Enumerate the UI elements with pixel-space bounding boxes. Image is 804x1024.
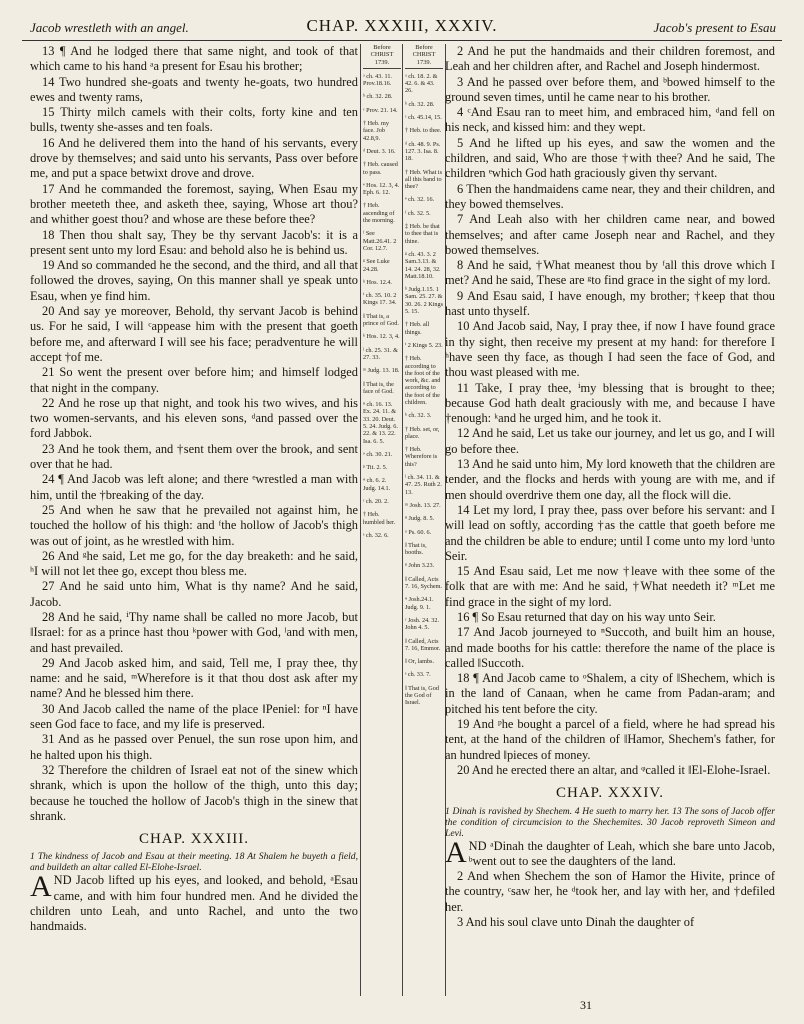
verse: 8 And he said, †What meanest thou by ᶠall this drove which I met? And he said, These are ᵍto find grace in the sight of my lord. [445,258,775,288]
verse: 26 And ᵍhe said, Let me go, for the day breaketh: and he said, ʰI will not let thee go, except thou bless me. [30,548,358,579]
header-chapter: CHAP. XXXIII, XXXIV. [306,16,498,35]
margin-reference: ˡ ch. 25. 31. & 27. 33. [363,346,398,361]
margin-col-b [405,44,443,713]
margin-reference: † Heb. Wherefore is this? [405,446,438,468]
verse: 17 And Jacob journeyed to ⁿSuccoth, and built him an house, and made booths for his cattle: therefore the name of the place is called ‖Succoth. [445,625,775,670]
verse: 15 And Esau said, Let me now †leave with thee some of the folk that are with me: And he said, †What needeth it? ᵐLet me find grace in the sight of my lord. [445,564,775,609]
margin-reference: ᵐ Judg. 13. 18. [363,367,400,375]
margin-reference: † Heb. humbled her. [363,511,396,526]
verse: 20 And he erected there an altar, and ᵠcalled it ‖El-Elohe-Israel. [457,762,771,777]
margin-reference: ʳ ch. 20. 2. [363,498,389,506]
margin-reference: ᵍ ch. 43. 3. 2 Sam.3.13. & 14. 24. 28, 32. Matt.18.10. [405,250,441,280]
margin-reference: ᶠ See Matt.26.41. 2 Cor. 12.7. [363,230,397,252]
drop-cap: A [445,835,467,869]
margin-reference: ʳ Josh. 24. 32. John 4. 5. [405,616,440,632]
margin-reference: † Heb. caused to pass. [363,161,398,176]
margin-references [360,44,446,996]
chapter-33-title: CHAP. XXXIII. [138,831,250,848]
margin-reference: ᵠ ch. 6. 2. Judg. 14.1. [363,477,391,492]
right-column [445,44,775,930]
margin-reference: ⁿ ch. 16. 13. Ex. 24. 11. & 33. 20. Deut. 5. 24. Judg. 6. 22. & 13. 22. Isa. 6. 5. [363,401,398,445]
margin-reference: ᵏ ch. 32. 3. [405,412,432,420]
chapter-33-summary: 1 The kindness of Jacob and Esau at their meeting. 18 At Shalem he buyeth a field, and buildeth an altar called El-Elohe-Israel. [30,851,358,874]
verse: 32 Therefore the children of Israel eat not of the sinew which shrank, which is upon the hollow of the thigh, unto this day; because he touched the hollow of Jacob's thigh in the sinew that shrank. [30,762,358,823]
verse: 18 ¶ And Jacob came to ᵒShalem, a city of ‖Shechem, which is in the land of Canaan, when he came from Padan-aram; and pitched his tent before the city. [445,671,775,716]
margin-reference: ᵍ See Luke 24.28. [363,258,390,273]
margin-reference: ‖ That is, the face of God. [363,380,394,395]
verse: 13 And he said unto him, My lord knoweth that the children are tender, and the flocks and herds with young are with me, and if men should overdrive them one day, all the flock will die. [445,457,775,502]
margin-reference: ᵈ Deut. 3. 16. [363,147,396,155]
verse: 29 And Jacob asked him, and said, Tell me, I pray thee, thy name: and he said, ᵐWherefore is it that thou dost ask after my name? And he blessed him there. [30,655,358,701]
verse-text: ND Jacob lifted up his eyes, and looked, and behold, ᵃEsau came, and with him four hundred men. And he divided the children unto Leah, and unto Rachel, and unto the two handmaids. [30,873,358,934]
verse: 15 Thirty milch camels with their colts, forty kine and ten bulls, twenty she-asses and ten foals. [30,105,358,135]
margin-reference: ‖ Called, Acts 7. 16, Emmor. [405,637,441,652]
verse: 22 And he rose up that night, and took his two wives, and his two women-servants, and his eleven sons, ᵈand passed over the ford Jabbok. [30,395,358,441]
margin-reference: † Heb. my face. Job 42.8,9. [363,120,389,142]
margin-reference: ᵇ ch. 32. 28. [405,100,435,108]
margin-reference: ᵏ Hos. 12. 3, 4. [363,333,400,341]
margin-reference: ‖ Called, Acts 7. 16, Sychem. [405,575,442,591]
margin-reference: ⁿ Judg. 8. 5. [405,515,435,523]
verse: 31 And as he passed over Penuel, the sun rose upon him, and he halted upon his thigh. [30,732,358,762]
header-right: Jacob's present to Esau [653,20,776,35]
verse: 30 And Jacob called the name of the place ‖Peniel: for ⁿI have seen God face to face, and my life is preserved. [30,701,358,732]
margin-divider [402,44,403,996]
margin-reference: ᵖ John 3.23. [405,562,435,570]
margin-reference: ˡ ch. 34. 11. & 47. 25. Ruth 2. 13. [405,474,442,496]
verse: 12 And he said, Let us take our journey, and let us go, and I will go before thee. [445,426,775,456]
running-header [22,16,782,41]
verse: 5 And he lifted up his eyes, and saw the women and the children, and said, Who are those †with thee? And he said, The children ᵉwhich God hath graciously given thy servant. [445,135,775,181]
margin-reference: † Heb. What is all this band to thee? [405,168,443,191]
verse: 19 And ᵖhe bought a parcel of a field, where he had spread his tent, at the hand of the children of ‖Hamor, Shechem's father, for an hundred ‖pieces of money. [445,717,775,762]
margin-reference: ᵒ Ps. 60. 6. [405,528,432,536]
margin-reference: ʰ Hos. 12.4. [363,278,392,286]
margin-reference: ᶜ ch. 45.14, 15. [405,114,442,122]
margin-reference: ˢ ch. 33. 7. [405,671,431,679]
margin-reference: † Heb. according to the foot of the work, &c. and according to the foot of the children. [405,355,441,406]
verse: 14 Let my lord, I pray thee, pass over before his servant: and I will lead on softly, according †as the cattle that goeth before me and the children be able to endure; until I come unto my lord ˡunto Seir. [445,502,775,563]
page-number: 31 [580,998,592,1012]
verse: 18 Then thou shalt say, They be thy servant Jacob's: it is a present sent unto my lord Esau: and behold also he is behind us. [30,227,358,257]
verse: 16 And he delivered them into the hand of his servants, every drove by themselves; and said unto his servants, Pass over before me, and put a space betwixt drove and drove. [30,135,358,181]
left-column [30,44,358,935]
margin-reference: ‖ Or, lambs. [405,658,434,666]
verse: 10 And Jacob said, Nay, I pray thee, if now I have found grace in thy sight, then receive my present at my hand: for therefore I ʰhave seen thy face, as though I had seen the face of God, and thou wast pleased with me. [445,319,775,380]
verse: 27 And he said unto him, What is thy name? And he said, Jacob. [30,579,358,609]
margin-reference: † Heb. all things. [405,321,430,336]
margin-reference: ˢ ch. 32. 6. [363,531,389,539]
margin-reference: ᵉ Hos. 12. 3, 4. Eph. 6. 12. [363,181,400,197]
margin-reference: ᵇ ch. 32. 28. [363,93,393,101]
margin-reference: ‖ That is, a prince of God. [363,312,399,328]
margin-reference: † Heb. set, or, place. [405,425,440,440]
margin-reference: ‡ Heb. be that to thee that is thine. [405,223,440,245]
chapter-33-verse-1 [30,870,358,934]
verse: 25 And when he saw that he prevailed not against him, he touched the hollow of his thigh: and ᶠthe hollow of Jacob's thigh was out of joint, as he wrestled with him. [30,502,358,548]
right-more-verses [445,869,775,930]
margin-col-a [363,44,401,545]
verse: 13 ¶ And he lodged there that same night, and took of that which came to his hand ᵃa present for Esau his brother; [30,44,358,74]
margin-reference: † Heb. ascending of the morning. [363,202,395,225]
verse: 19 And so commanded he the second, and the third, and all that followed the droves, saying, On this manner shall ye speak unto Esau, when ye find him. [30,258,358,303]
verse: 3 And his soul clave unto Dinah the daughter of [457,915,695,930]
verse: 17 And he commanded the foremost, saying, When Esau my brother meeteth thee, and asketh thee, saying, Whose art thou? and whither goest thou? and whose are these before thee? [30,181,358,227]
margin-reference: † Heb. to thee. [405,127,442,135]
margin-reference: ᶠ ch. 32. 5. [405,209,431,217]
verse: 14 Two hundred she-goats and twenty he-goats, two hundred ewes and twenty rams, [30,74,358,104]
verse: 24 ¶ And Jacob was left alone; and there ᵉwrestled a man with him, until the †breaking of the day. [30,472,358,502]
verse: 3 And he passed over before them, and ᵇbowed himself to the ground seven times, until he came near to his brother. [445,74,775,104]
margin-reference: ᵉ ch. 32. 16. [405,196,435,204]
right-verses [445,44,775,778]
chapter-34-summary: 1 Dinah is ravished by Shechem. 4 He sueth to marry her. 13 The sons of Jacob offer the condition of circumcision to the Shechemites. 30 Jacob reproveth Simeon and Levi. [445,805,775,839]
verse: 23 And he took them, and †sent them over the brook, and sent over that he had. [30,441,358,472]
margin-reference: ⁱ 2 Kings 5. 23. [405,341,443,349]
verse: 11 Take, I pray thee, ⁱmy blessing that is brought to thee; because God hath dealt graciously with me, and because I have †enough: ᵏand he urged him, and he took it. [445,380,775,426]
margin-reference: ᶜ Prov. 21. 14. [363,106,398,114]
verse: 21 So went the present over before him; and himself lodged that night in the company. [30,365,358,395]
header-left: Jacob wrestleth with an angel. [30,20,189,35]
verse: 9 And Esau said, I have enough, my brother; †keep that thou hast unto thyself. [445,288,775,319]
left-verses [30,44,358,824]
drop-cap: A [30,870,52,904]
margin-reference: ᵐ Josh. 13. 27. [405,501,441,509]
margin-reference: ᵠ Josh.24.1. Judg. 9. 1. [405,596,434,611]
chapter-34-title: CHAP. XXXIV. [556,785,664,802]
margin-reference: ʰ Judg.1.15. 1 Sam. 25. 27. & 30. 26. 2 Kings 5. 15. [405,286,443,316]
verse: 2 And when Shechem the son of Hamor the Hivite, prince of the country, ᶜsaw her, he ᵈtook her, and lay with her, and †defiled her. [445,869,775,914]
verse: 7 And Leah also with her children came near, and bowed themselves; and after came Joseph near and Rachel, and they bowed themselves. [445,212,775,257]
chapter-34-verse-1 [445,835,775,870]
verse-text: ND ᵃDinah the daughter of Leah, which she bare unto Jacob, ᵇwent out to see the daughters of the land. [468,838,775,868]
verse: 4 ᶜAnd Esau ran to meet him, and embraced him, ᵈand fell on his neck, and kissed him: and they wept. [445,105,775,135]
margin-head: Before CHRIST 1739. [405,44,443,69]
verse: 16 ¶ So Esau returned that day on his way unto Seir. [457,609,716,624]
margin-reference: ‖ That is, booths. [405,541,427,557]
margin-reference: ᵃ ch. 43. 11. Prov.18.16. [363,72,392,88]
margin-reference: ᵈ ch. 48. 9. Ps. 127. 3. Isa. 8. 18. [405,140,441,163]
verse: 6 Then the handmaidens came near, they and their children, and they bowed themselves. [445,181,775,211]
verse: 2 And he put the handmaids and their children foremost, and Leah and her children after, and Rachel and Joseph hindermost. [445,44,775,74]
margin-reference: ᵒ ch. 30. 21. [363,450,393,458]
margin-reference: ‖ That is, God the God of Israel. [405,684,439,707]
margin-reference: ᵖ Tit. 2. 5. [363,464,388,472]
verse: 20 And say ye moreover, Behold, thy servant Jacob is behind us. For he said, I will ᶜappease him with the present that goeth before me, and afterward I will see his face; peradventure he will accept †of me. [30,304,358,364]
verse: 28 And he said, ⁱThy name shall be called no more Jacob, but ‖Israel: for as a prince hast thou ᵏpower with God, ˡand with men, and hast prevailed. [30,609,358,655]
margin-head: Before CHRIST 1739. [363,44,401,69]
margin-reference: ᵃ ch. 18. 2. & 42. 6. & 43. 26. [405,72,438,95]
margin-reference: ⁱ ch. 35. 10. 2 Kings 17. 34. [363,292,397,307]
